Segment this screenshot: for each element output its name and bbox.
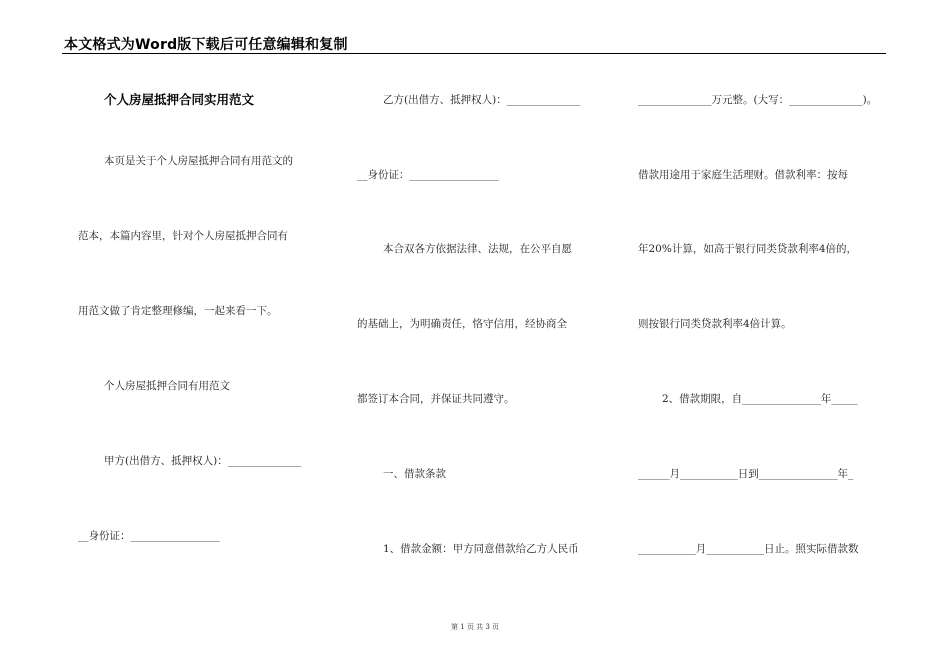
- document-title: 个人房屋抵押合同实用范文: [104, 92, 255, 107]
- text-line: ______________万元整。(大写：______________)。: [638, 94, 878, 106]
- text-line: 乙方(出借方、抵押权人)：______________: [383, 94, 581, 106]
- section-heading: 一、借款条款: [383, 468, 446, 480]
- text-line: __身份证：_________________: [357, 169, 499, 181]
- text-line: 甲方(出借方、抵押权人)：______________: [104, 455, 302, 467]
- text-line: 借款用途用于家庭生活理财。借款利率：按每: [638, 169, 848, 181]
- header-divider: [62, 53, 886, 54]
- text-line: 都签订本合同，并保证共同遵守。: [357, 393, 515, 405]
- text-line: 则按银行同类贷款利率4倍计算。: [638, 318, 792, 330]
- text-line: 1、借款金额：甲方同意借款给乙方人民币: [383, 543, 579, 555]
- text-line: __身份证：_________________: [78, 530, 220, 542]
- text-line: 用范文做了肯定整理修编，一起来看一下。: [78, 305, 278, 317]
- text-line: ___________月___________日止。照实际借款数: [638, 543, 859, 555]
- text-line: 本合双各方依据法律、法规，在公平自愿: [383, 243, 572, 255]
- text-line: 个人房屋抵押合同有用范文: [104, 380, 230, 392]
- text-line: 2、借款期限，自_______________年_____: [662, 393, 858, 405]
- text-line: 范本，本篇内容里，针对个人房屋抵押合同有: [78, 230, 288, 242]
- text-line: ______月___________日到_______________年_: [638, 468, 854, 480]
- text-line: 的基础上，为明确责任，恪守信用，经协商全: [357, 318, 567, 330]
- text-line: 本页是关于个人房屋抵押合同有用范文的: [104, 155, 293, 167]
- document-header: 本文格式为Word版下载后可任意编辑和复制: [64, 37, 348, 53]
- page-number: 第 1 页 共 3 页: [450, 623, 500, 631]
- text-line: 年20%计算，如高于银行同类贷款利率4倍的，: [638, 243, 858, 255]
